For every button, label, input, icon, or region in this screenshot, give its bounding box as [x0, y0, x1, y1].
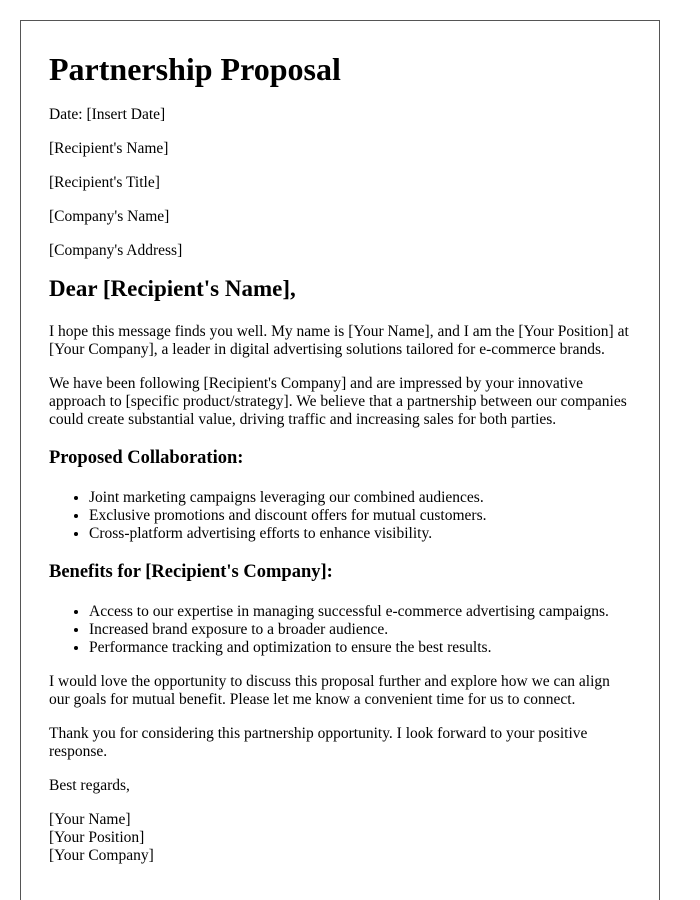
benefits-heading: Benefits for [Recipient's Company]:: [49, 562, 333, 582]
signature-position: [Your Position]: [49, 829, 145, 846]
company-address-line: [Company's Address]: [49, 242, 183, 259]
list-item: • Exclusive promotions and discount offers for mutual customers.: [89, 507, 631, 525]
page-title: Partnership Proposal: [49, 51, 341, 87]
date-line: Date: [Insert Date]: [49, 106, 166, 123]
list-item: • Cross-platform advertising efforts to enhance visibility.: [89, 525, 631, 543]
list-item: • Performance tracking and optimization to ensure the best results.: [89, 639, 631, 657]
letter-page: [20, 20, 660, 900]
signature-name: [Your Name]: [49, 811, 131, 828]
collaboration-list: [49, 489, 631, 543]
closing-paragraph: Thank you for considering this partnership opportunity. I look forward to your positive response.: [49, 725, 588, 760]
signature-company: [Your Company]: [49, 847, 154, 864]
recipient-name-line: [Recipient's Name]: [49, 140, 169, 157]
list-item: • Access to our expertise in managing successful e-commerce advertising campaigns.: [89, 603, 631, 621]
sign-off: Best regards,: [49, 777, 130, 794]
closing-paragraph: I would love the opportunity to discuss this proposal further and explore how we can align our goals for mutual benefit. Please let me know a convenient time for us to connect.: [49, 673, 610, 708]
benefits-list: [49, 603, 631, 657]
signature-block: [49, 811, 631, 865]
collaboration-heading: Proposed Collaboration:: [49, 448, 244, 468]
list-item: • Increased brand exposure to a broader audience.: [89, 621, 631, 639]
recipient-title-line: [Recipient's Title]: [49, 174, 160, 191]
intro-paragraph: We have been following [Recipient's Company] and are impressed by your innovative approach to [specific product/strategy]. We believe that a partnership between our companies could create substantial value, driving traffic and increasing sales for both parties.: [49, 375, 627, 428]
list-item: • Joint marketing campaigns leveraging our combined audiences.: [89, 489, 631, 507]
intro-paragraph: I hope this message finds you well. My name is [Your Name], and I am the [Your Position] at [Your Company], a leader in digital advertising solutions tailored for e-commerce brands.: [49, 323, 629, 358]
salutation: Dear [Recipient's Name],: [49, 276, 296, 301]
company-name-line: [Company's Name]: [49, 208, 170, 225]
